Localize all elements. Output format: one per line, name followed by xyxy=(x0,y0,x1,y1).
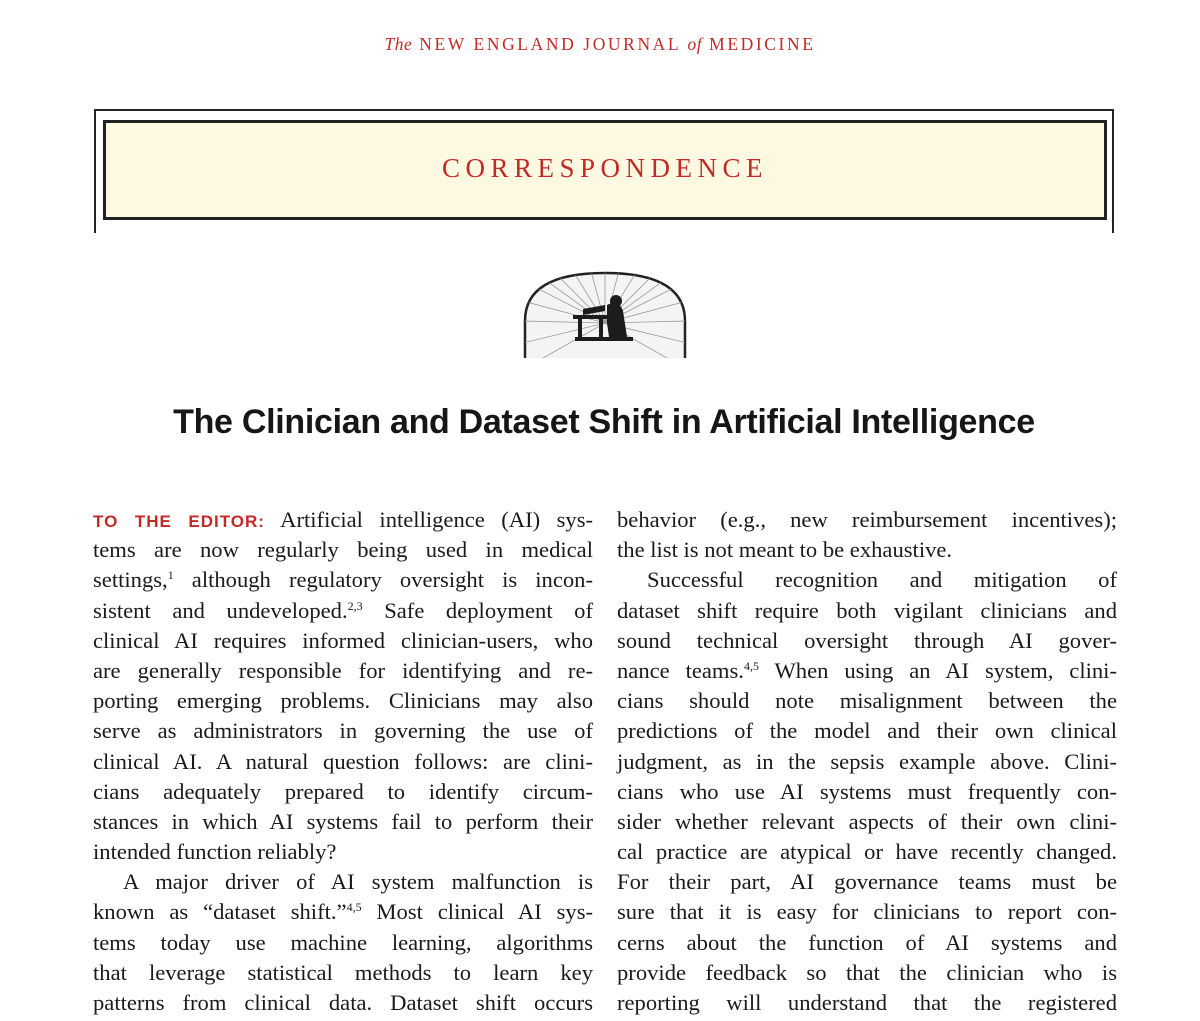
body-line: Successful recognition and mitigation of xyxy=(647,567,1117,593)
banner-rule-top xyxy=(94,109,1114,111)
body-line: clinical AI requires informed clinician-users, who xyxy=(93,627,593,653)
running-head-of: of xyxy=(687,34,703,54)
body-line: cians adequately prepared to identify circum- xyxy=(93,778,593,804)
citation: 4,5 xyxy=(743,658,759,673)
body-line: that leverage statistical methods to learn key xyxy=(93,959,593,985)
body-line: cerns about the function of AI systems and xyxy=(617,929,1117,955)
body-line xyxy=(93,897,593,927)
body-line: predictions of the model and their own clinical xyxy=(617,718,1117,744)
body-line: the list is not meant to be exhaustive. xyxy=(617,537,953,563)
body-line xyxy=(93,505,593,535)
body-line: tems are now regularly being used in medical xyxy=(93,537,593,563)
body-text: Artificial intelligence (AI) sys- xyxy=(280,507,594,532)
body-text: When using an AI system, clini- xyxy=(758,657,1117,683)
body-line: cians should note misalignment between the xyxy=(617,688,1117,714)
body-line: clinical AI. A natural question follows: are clini- xyxy=(93,748,593,774)
editor-label: TO THE EDITOR: xyxy=(93,512,265,531)
citation: 4,5 xyxy=(346,900,362,915)
body-line: judgment, as in the sepsis example above. Clini- xyxy=(617,748,1117,774)
citation: 1 xyxy=(167,568,174,583)
body-line: serve as administrators in governing the use of xyxy=(93,718,593,744)
section-title: CORRESPONDENCE xyxy=(441,153,769,183)
body-text: nance teams. xyxy=(617,657,744,683)
citation: 2,3 xyxy=(347,598,363,613)
body-line: porting emerging problems. Clinicians may also xyxy=(93,688,593,714)
body-line: are generally responsible for identifying and re- xyxy=(93,657,593,683)
banner-box xyxy=(103,120,1107,220)
body-text: Most clinical AI sys- xyxy=(361,899,594,925)
banner-rule-right xyxy=(1112,109,1114,233)
article-title: The Clinician and Dataset Shift in Artificial Intelligence xyxy=(173,403,1035,441)
body-column-right xyxy=(617,505,1117,1018)
running-head-medicine: MEDICINE xyxy=(709,34,816,54)
section-banner xyxy=(94,109,1114,215)
running-head-the: The xyxy=(384,34,413,54)
body-line: tems today use machine learning, algorithms xyxy=(93,929,593,955)
body-line: A major driver of AI system malfunction is xyxy=(123,869,593,895)
body-line: dataset shift require both vigilant clinicians and xyxy=(617,597,1117,623)
body-text: sistent and undeveloped. xyxy=(93,597,348,623)
body-text: Safe deployment of xyxy=(362,597,594,623)
body-line: behavior (e.g., new reimbursement incentives); xyxy=(617,507,1117,532)
body-line: reporting will understand that the registered xyxy=(617,990,1117,1015)
body-line: patterns from clinical data. Dataset shift occurs xyxy=(93,990,593,1015)
body-line xyxy=(93,596,593,626)
body-line: provide feedback so that the clinician who is xyxy=(617,959,1117,985)
body-text: known as “dataset shift.” xyxy=(93,899,347,925)
body-line: stances in which AI systems fail to perform their xyxy=(93,808,593,834)
body-line: intended function reliably? xyxy=(93,839,337,865)
body-line xyxy=(617,656,1117,686)
body-line xyxy=(93,565,593,595)
running-head xyxy=(0,34,1200,55)
body-line: sider whether relevant aspects of their own clini- xyxy=(617,808,1117,834)
body-line: cal practice are atypical or have recently changed. xyxy=(617,839,1117,865)
scholar-at-desk-emblem-icon xyxy=(523,271,687,358)
body-column-left xyxy=(93,505,593,1018)
body-line: For their part, AI governance teams must be xyxy=(617,869,1117,895)
body-line: sure that it is easy for clinicians to report con- xyxy=(617,899,1117,925)
body-text: although regulatory oversight is incon- xyxy=(173,567,593,593)
running-head-journal: NEW ENGLAND JOURNAL xyxy=(419,34,681,54)
body-text: settings, xyxy=(93,567,168,593)
body-line: sound technical oversight through AI gover- xyxy=(617,627,1117,653)
banner-rule-left xyxy=(94,109,96,233)
body-line: cians who use AI systems must frequently con- xyxy=(617,778,1117,804)
